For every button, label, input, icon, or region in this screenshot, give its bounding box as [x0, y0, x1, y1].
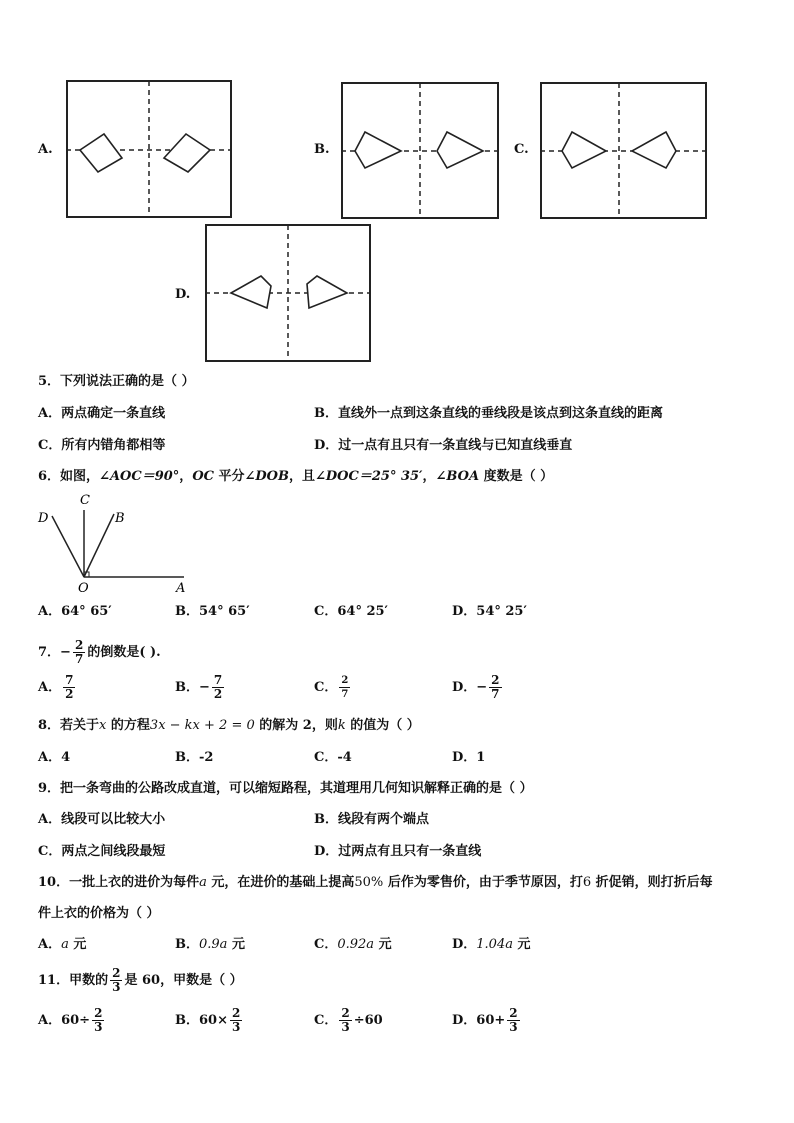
q9-option-d: D．过两点有且只有一条直线 — [314, 844, 482, 859]
q5-option-d: D．过一点有且只有一条直线与已知直线垂直 — [314, 438, 573, 453]
q9-option-c: C．两点之间线段最短 — [38, 844, 166, 859]
q8-option-c: C．-4 — [314, 750, 352, 765]
q8-option-d: D．1 — [452, 750, 486, 765]
q4-figure-a — [66, 80, 232, 218]
q6-label-o: O — [78, 581, 89, 596]
q8-option-a: A．4 — [38, 750, 71, 765]
q10-option-b: B．0.9a 元 — [175, 937, 245, 952]
q9-option-a: A．线段可以比较大小 — [38, 812, 166, 827]
q7-option-a: A． $\frac{7}{2}$ — [38, 673, 74, 701]
q6-stem: 6．如图，∠AOC＝90°，OC 平分∠DOB，且∠DOC＝25° 35′，∠BOA 度数是（ ） — [38, 469, 554, 484]
q7-fraction: $\frac{2}{7}$ — [74, 638, 84, 666]
q4-figure-b — [341, 82, 499, 219]
q10-stem-line2: 件上衣的价格为（ ） — [38, 906, 160, 921]
q6-option-d: D．54° 25′ — [452, 604, 527, 619]
q6-label-b: B — [115, 511, 125, 526]
q6-option-b: B．54° 65′ — [175, 604, 250, 619]
q11-option-d: D．60+ $\frac{2}{3}$ — [452, 1006, 518, 1034]
q6-label-d: D — [38, 511, 49, 526]
q4-option-c-label: C. — [514, 142, 529, 157]
q4-figure-d — [205, 224, 371, 362]
q10-option-a: A．a 元 — [38, 937, 87, 952]
q4-option-d-label: D. — [175, 287, 191, 302]
q6-option-c: C．64° 25′ — [314, 604, 388, 619]
q5-stem: 5．下列说法正确的是（ ） — [38, 374, 195, 389]
q7-option-c: C． $\frac{2}{7}$ — [314, 675, 349, 700]
q6-label-a: A — [176, 581, 186, 596]
q6-label-c: C — [80, 493, 90, 508]
q11-stem: 11．甲数的 $\frac{2}{3}$ 是 60，甲数是（ ） — [38, 966, 243, 994]
q5-option-b: B．直线外一点到这条直线的垂线段是该点到这条直线的距离 — [314, 406, 663, 421]
q11-option-c: C． $\frac{2}{3}$ ÷60 — [314, 1006, 383, 1034]
q6-angle-diagram — [34, 490, 194, 596]
q6-option-a: A．64° 65′ — [38, 604, 112, 619]
q10-stem-line1: 10．一批上衣的进价为每件a 元，在进价的基础上提高50% 后作为零售价，由于季节原因，打6 折促销，则打折后每 — [38, 875, 713, 890]
q9-option-b: B．线段有两个端点 — [314, 812, 429, 827]
q8-option-b: B．-2 — [175, 750, 214, 765]
q7-stem: 7．− $\frac{2}{7}$ 的倒数是( ). — [38, 638, 161, 666]
q9-stem: 9．把一条弯曲的公路改成直道，可以缩短路程，其道理用几何知识解释正确的是（ ） — [38, 781, 533, 796]
q5-option-a: A．两点确定一条直线 — [38, 406, 166, 421]
q10-option-d: D．1.04a 元 — [452, 937, 531, 952]
q11-option-a: A．60÷ $\frac{2}{3}$ — [38, 1006, 103, 1034]
q4-option-b-label: B. — [314, 142, 330, 157]
q7-option-d: D．− $\frac{2}{7}$ — [452, 673, 500, 701]
q10-option-c: C．0.92a 元 — [314, 937, 392, 952]
q4-option-a-label: A. — [38, 142, 53, 157]
q5-option-c: C．所有内错角都相等 — [38, 438, 166, 453]
q11-option-b: B．60× $\frac{2}{3}$ — [175, 1006, 241, 1034]
q4-figure-c — [540, 82, 707, 219]
q7-option-b: B．− $\frac{7}{2}$ — [175, 673, 223, 701]
q8-stem: 8．若关于x 的方程3x − kx + 2 = 0 的解为 2，则k 的值为（ ） — [38, 718, 420, 733]
